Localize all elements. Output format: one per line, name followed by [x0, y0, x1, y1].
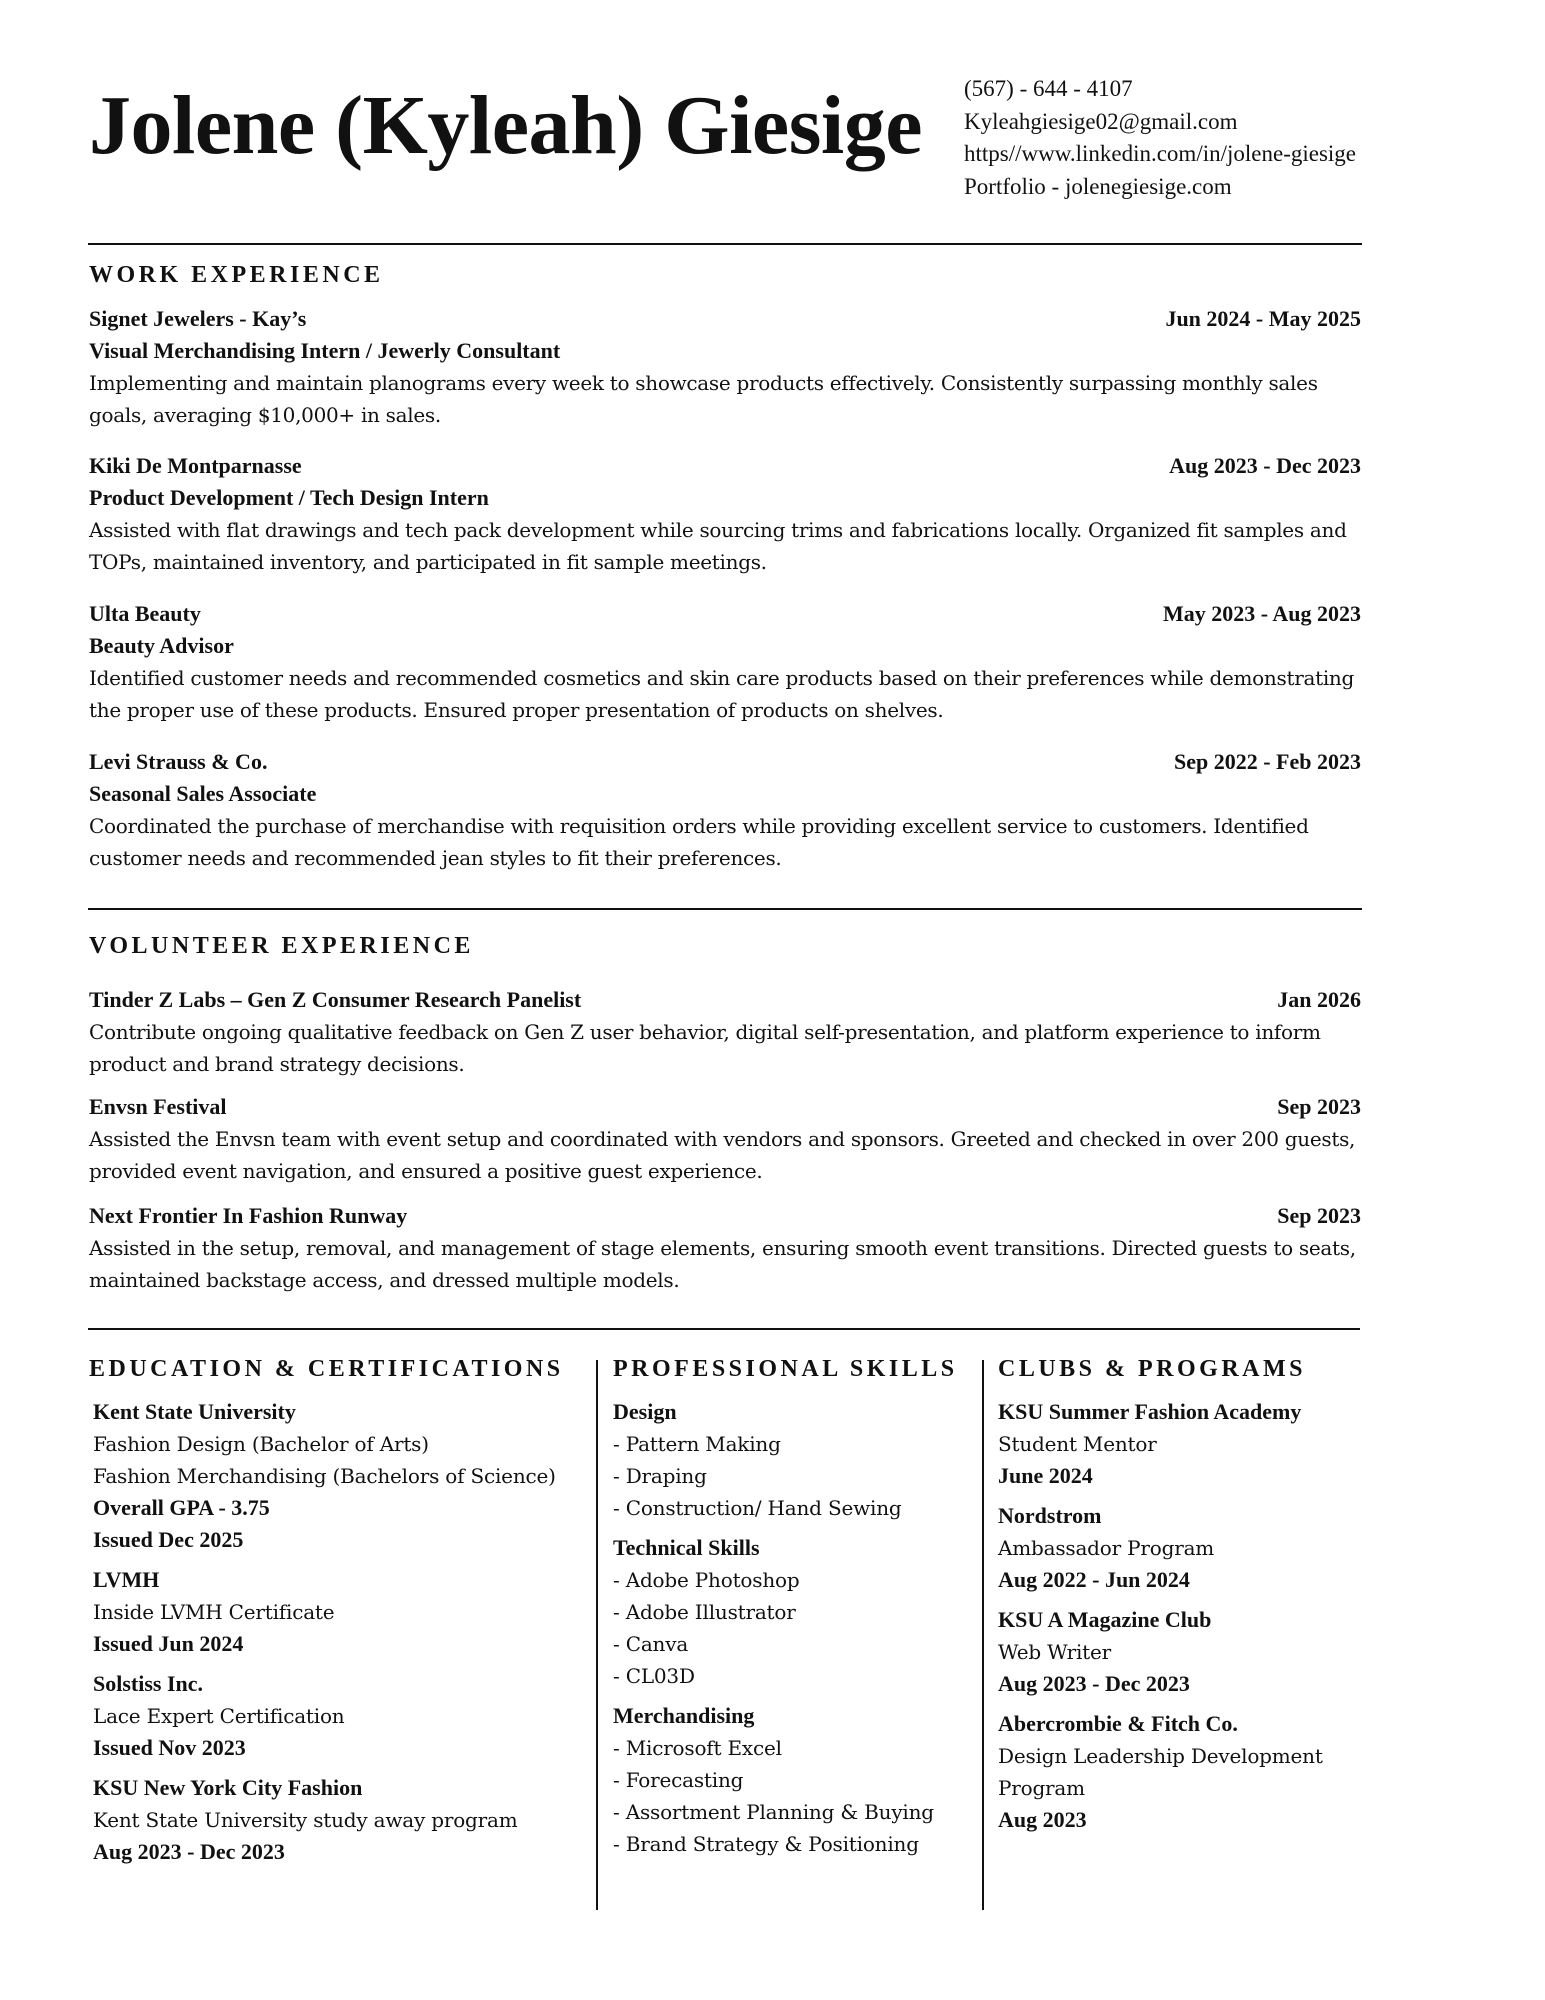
- section-title-volunteer: VOLUNTEER EXPERIENCE: [89, 933, 474, 959]
- skill-item: - Forecasting: [613, 1768, 744, 1792]
- institution: LVMH: [93, 1567, 160, 1592]
- company: Levi Strauss & Co.: [89, 749, 268, 774]
- section-title-skills: PROFESSIONAL SKILLS: [613, 1356, 958, 1382]
- organization: Next Frontier In Fashion Runway: [89, 1203, 408, 1228]
- skill-item: - Microsoft Excel: [613, 1736, 782, 1760]
- dates: Aug 2022 - Jun 2024: [998, 1567, 1190, 1592]
- degree: Fashion Design (Bachelor of Arts): [93, 1432, 429, 1456]
- dates: Aug 2023 - Dec 2023: [998, 1671, 1190, 1696]
- section-title-work: WORK EXPERIENCE: [89, 262, 384, 288]
- company: Kiki De Montparnasse: [89, 453, 302, 478]
- degree: Fashion Merchandising (Bachelors of Science): [93, 1464, 556, 1488]
- program: Kent State University study away program: [93, 1808, 518, 1832]
- dates: Sep 2023: [1277, 1094, 1361, 1119]
- skill-item: - Pattern Making: [613, 1432, 781, 1456]
- resume-name: Jolene (Kyleah) Giesige: [89, 79, 923, 172]
- skill-item: - Canva: [613, 1632, 689, 1656]
- issued-date: Issued Nov 2023: [93, 1735, 246, 1760]
- organization: Envsn Festival: [89, 1094, 227, 1119]
- club-role: Ambassador Program: [998, 1536, 1215, 1560]
- description: Assisted the Envsn team with event setup and coordinated with vendors and sponsors. Greeted and checked in over 200 guests, provided event navigation, and ensured a positive guest experience.: [89, 1127, 1356, 1183]
- issued-date: Issued Jun 2024: [93, 1631, 244, 1656]
- column-divider: [596, 1360, 598, 1910]
- divider: [88, 243, 1362, 245]
- volunteer-entry: [89, 1091, 1361, 1187]
- section-title-education: EDUCATION & CERTIFICATIONS: [89, 1356, 564, 1382]
- certificate: Inside LVMH Certificate: [93, 1600, 335, 1624]
- work-entry: [89, 450, 1361, 578]
- work-entry: [89, 303, 1361, 431]
- company: Ulta Beauty: [89, 601, 201, 626]
- certificate: Lace Expert Certification: [93, 1704, 345, 1728]
- skill-item: - Construction/ Hand Sewing: [613, 1496, 902, 1520]
- description: Assisted with flat drawings and tech pack development while sourcing trims and fabrications locally. Organized fit samples and TOPs, maintained inventory, and participated in fit sample meetings.: [89, 518, 1347, 574]
- column-divider: [982, 1360, 984, 1910]
- description: Identified customer needs and recommended cosmetics and skin care products based on their preferences while demonstrating the proper use of these products. Ensured proper presentation of products on shelves.: [89, 666, 1355, 722]
- education-column: [93, 1396, 588, 1876]
- role: Beauty Advisor: [89, 633, 234, 658]
- skills-block: [613, 1700, 973, 1860]
- skill-item: - Assortment Planning & Buying: [613, 1800, 934, 1824]
- club-role: Student Mentor: [998, 1432, 1157, 1456]
- gpa: Overall GPA - 3.75: [93, 1495, 270, 1520]
- skill-item: - Adobe Illustrator: [613, 1600, 796, 1624]
- club-block: [998, 1604, 1358, 1700]
- skill-item: - Adobe Photoshop: [613, 1568, 800, 1592]
- dates: May 2023 - Aug 2023: [1163, 601, 1361, 626]
- institution: KSU New York City Fashion: [93, 1775, 363, 1800]
- skill-category: Technical Skills: [613, 1535, 760, 1560]
- club-role: Web Writer: [998, 1640, 1111, 1664]
- club-name: KSU Summer Fashion Academy: [998, 1399, 1302, 1424]
- organization: Tinder Z Labs – Gen Z Consumer Research Panelist: [89, 987, 582, 1012]
- description: Assisted in the setup, removal, and management of stage elements, ensuring smooth event transitions. Directed guests to seats, maintained backstage access, and dressed multiple models.: [89, 1236, 1356, 1292]
- club-block: [998, 1708, 1358, 1836]
- club-role: Design Leadership Development: [998, 1744, 1323, 1768]
- dates: June 2024: [998, 1463, 1093, 1488]
- skill-item: - Brand Strategy & Positioning: [613, 1832, 919, 1856]
- issued-date: Issued Dec 2025: [93, 1527, 244, 1552]
- education-block: [93, 1772, 588, 1868]
- role: Product Development / Tech Design Intern: [89, 485, 489, 510]
- dates: Jun 2024 - May 2025: [1165, 306, 1361, 331]
- description: Implementing and maintain planograms every week to showcase products effectively. Consistently surpassing monthly sales goals, averaging $10,000+ in sales.: [89, 371, 1318, 427]
- dates: Jan 2026: [1277, 987, 1361, 1012]
- dates: Sep 2023: [1277, 1203, 1361, 1228]
- clubs-column: [998, 1396, 1358, 1844]
- dates: Aug 2023 - Dec 2023: [93, 1839, 285, 1864]
- dates: Aug 2023 - Dec 2023: [1169, 453, 1361, 478]
- linkedin-link[interactable]: https//www.linkedin.com/in/jolene-giesige: [964, 141, 1356, 166]
- dates: Aug 2023: [998, 1807, 1087, 1832]
- role: Visual Merchandising Intern / Jewerly Consultant: [89, 338, 561, 363]
- skills-block: [613, 1532, 973, 1692]
- education-block: [93, 1396, 588, 1556]
- divider: [88, 1328, 1360, 1330]
- club-role: Program: [998, 1776, 1085, 1800]
- volunteer-entry: [89, 1200, 1361, 1296]
- dates: Sep 2022 - Feb 2023: [1174, 749, 1361, 774]
- company: Signet Jewelers - Kay’s: [89, 306, 307, 331]
- work-entry: [89, 746, 1361, 874]
- education-block: [93, 1668, 588, 1764]
- role: Seasonal Sales Associate: [89, 781, 317, 806]
- section-title-clubs: CLUBS & PROGRAMS: [998, 1356, 1307, 1382]
- club-name: KSU A Magazine Club: [998, 1607, 1212, 1632]
- skills-block: [613, 1396, 973, 1524]
- contact-block: [964, 73, 1356, 203]
- club-name: Abercrombie & Fitch Co.: [998, 1711, 1238, 1736]
- skill-item: - CL03D: [613, 1664, 695, 1688]
- club-block: [998, 1500, 1358, 1596]
- description: Contribute ongoing qualitative feedback on Gen Z user behavior, digital self-presentation, and platform experience to inform product and brand strategy decisions.: [89, 1020, 1321, 1076]
- skills-column: [613, 1396, 973, 1868]
- volunteer-entry: [89, 984, 1361, 1080]
- club-block: [998, 1396, 1358, 1492]
- phone: (567) - 644 - 4107: [964, 76, 1133, 101]
- education-block: [93, 1564, 588, 1660]
- institution: Kent State University: [93, 1399, 296, 1424]
- email[interactable]: Kyleahgiesige02@gmail.com: [964, 108, 1238, 134]
- description: Coordinated the purchase of merchandise with requisition orders while providing excellent service to customers. Identified customer needs and recommended jean styles to fit their preferences.: [89, 814, 1309, 870]
- club-name: Nordstrom: [998, 1503, 1102, 1528]
- skill-item: - Draping: [613, 1464, 707, 1488]
- skill-category: Design: [613, 1399, 677, 1424]
- institution: Solstiss Inc.: [93, 1671, 204, 1696]
- work-entry: [89, 598, 1361, 726]
- portfolio-link[interactable]: Portfolio - jolenegiesige.com: [964, 173, 1232, 199]
- divider: [88, 908, 1362, 910]
- skill-category: Merchandising: [613, 1703, 755, 1728]
